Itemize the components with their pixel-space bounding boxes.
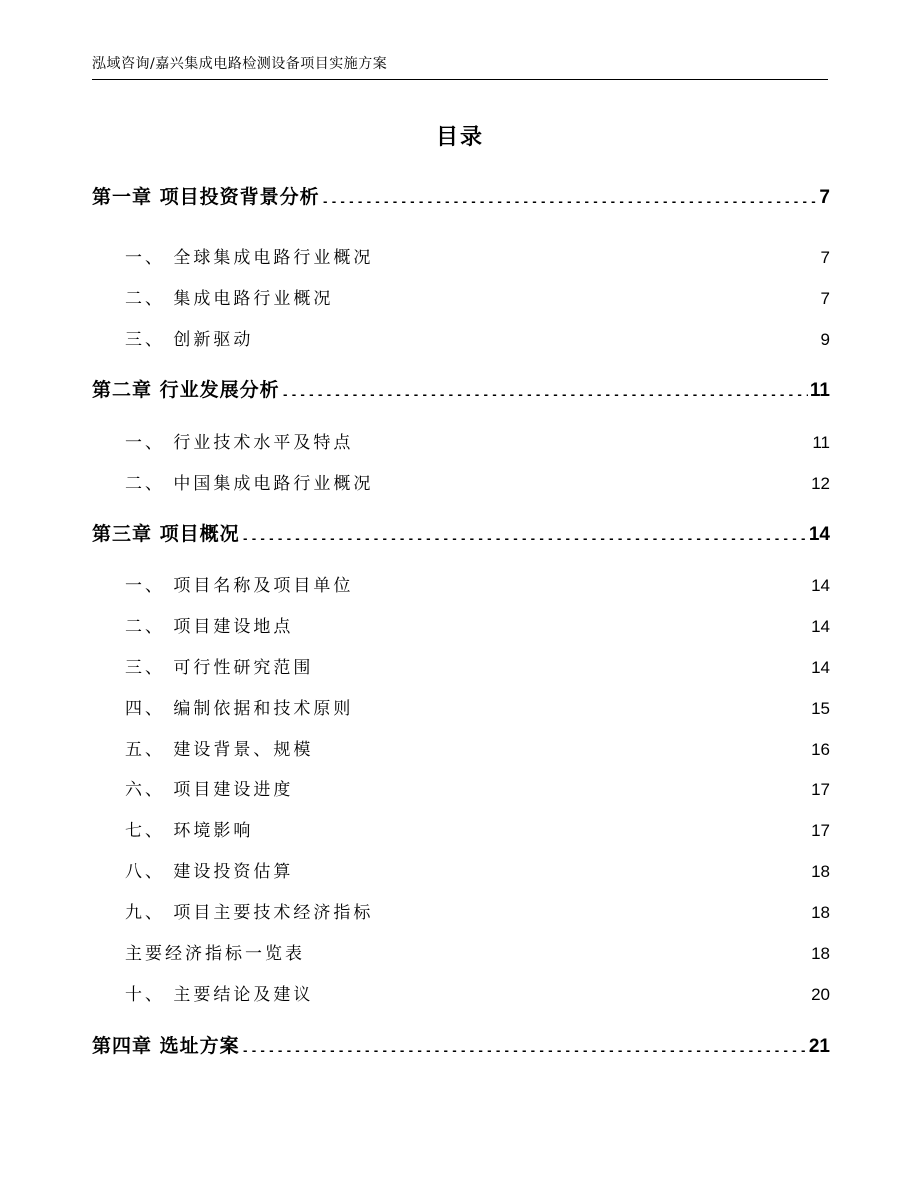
- toc-section[interactable]: [92, 694, 830, 724]
- toc-entry-label: 四、 编制依据和技术原则: [125, 699, 354, 719]
- toc-entry-label: 一、 行业技术水平及特点: [125, 433, 354, 453]
- dot-leader: [355, 697, 809, 714]
- dot-leader: [375, 901, 809, 918]
- dot-leader: [242, 1033, 807, 1052]
- toc-entry-page: 20: [811, 985, 830, 1004]
- toc-entry-page: 7: [820, 248, 830, 267]
- toc-entry-label: 八、 建设投资估算: [125, 862, 294, 882]
- toc-section[interactable]: [92, 612, 830, 642]
- dot-leader: [355, 574, 809, 591]
- toc-entry-page: 14: [808, 524, 830, 545]
- dot-leader: [315, 656, 809, 673]
- toc-entry-page: 18: [811, 862, 830, 881]
- dot-leader: [315, 983, 809, 1000]
- dot-leader: [295, 860, 809, 877]
- toc-entry-label: 二、 集成电路行业概况: [125, 289, 334, 309]
- dot-leader: [375, 472, 809, 489]
- dot-leader: [255, 328, 818, 345]
- toc-section[interactable]: [92, 775, 830, 805]
- header-divider: [92, 79, 828, 80]
- document-header: 泓域咨询/嘉兴集成电路检测设备项目实施方案: [92, 56, 388, 72]
- dot-leader: [255, 819, 809, 836]
- toc-entry-page: 18: [811, 903, 830, 922]
- dot-leader: [355, 431, 810, 448]
- dot-leader: [335, 287, 818, 304]
- toc-chapter-4[interactable]: [92, 1031, 830, 1061]
- toc-entry-page: 15: [811, 699, 830, 718]
- toc-entry-label: 十、 主要结论及建议: [125, 985, 314, 1005]
- toc-entry-label: 第一章 项目投资背景分析: [92, 186, 320, 208]
- toc-section[interactable]: [92, 428, 830, 458]
- dot-leader: [295, 778, 809, 795]
- toc-entry-label: 九、 项目主要技术经济指标: [125, 903, 374, 923]
- dot-leader: [295, 615, 809, 632]
- toc-section[interactable]: [92, 898, 830, 928]
- toc-entry-label: 主要经济指标一览表: [125, 944, 305, 964]
- toc-table-entry[interactable]: [92, 939, 830, 969]
- toc-entry-label: 第四章 选址方案: [92, 1035, 240, 1057]
- dot-leader: [307, 942, 809, 959]
- dot-leader: [375, 246, 818, 263]
- toc-entry-page: 16: [811, 740, 830, 759]
- toc-entry-page: 14: [811, 617, 830, 636]
- toc-title: 目录: [435, 125, 484, 150]
- toc-entry-label: 二、 中国集成电路行业概况: [125, 474, 374, 494]
- toc-entry-label: 二、 项目建设地点: [125, 617, 294, 637]
- toc-section[interactable]: [92, 735, 830, 765]
- dot-leader: [315, 738, 809, 755]
- toc-section[interactable]: [92, 816, 830, 846]
- toc-entry-page: 11: [809, 380, 830, 401]
- toc-section[interactable]: [92, 469, 830, 499]
- toc-entry-label: 三、 可行性研究范围: [125, 658, 314, 678]
- toc-entry-label: 第三章 项目概况: [92, 523, 240, 545]
- toc-entry-page: 7: [819, 187, 830, 208]
- toc-entry-page: 7: [820, 289, 830, 308]
- toc-entry-label: 第二章 行业发展分析: [92, 379, 280, 401]
- toc-entry-label: 七、 环境影响: [125, 821, 254, 841]
- toc-entry-label: 一、 项目名称及项目单位: [125, 576, 354, 596]
- toc-entry-label: 六、 项目建设进度: [125, 780, 294, 800]
- toc-entry-page: 21: [808, 1036, 830, 1057]
- toc-entry-page: 12: [811, 474, 830, 493]
- toc-section[interactable]: [92, 571, 830, 601]
- toc-entry-page: 9: [820, 330, 830, 349]
- toc-chapter-2[interactable]: [92, 375, 830, 405]
- toc-entry-page: 14: [811, 658, 830, 677]
- toc-entry-page: 18: [811, 944, 830, 963]
- toc-section[interactable]: [92, 857, 830, 887]
- toc-section[interactable]: [92, 284, 830, 314]
- toc-section[interactable]: [92, 980, 830, 1010]
- dot-leader: [282, 377, 808, 396]
- toc-entry-page: 11: [812, 433, 830, 452]
- toc-section[interactable]: [92, 243, 830, 273]
- toc-entry-label: 三、 创新驱动: [125, 330, 254, 350]
- toc-entry-page: 14: [811, 576, 830, 595]
- toc-entry-label: 五、 建设背景、规模: [125, 740, 314, 760]
- dot-leader: [322, 184, 818, 203]
- toc-chapter-3[interactable]: [92, 519, 830, 549]
- toc-entry-page: 17: [811, 780, 830, 799]
- toc-section[interactable]: [92, 325, 830, 355]
- dot-leader: [242, 521, 807, 540]
- toc-entry-page: 17: [811, 821, 830, 840]
- toc-section[interactable]: [92, 653, 830, 683]
- toc-entry-label: 一、 全球集成电路行业概况: [125, 248, 374, 268]
- toc-chapter-1[interactable]: [92, 182, 830, 212]
